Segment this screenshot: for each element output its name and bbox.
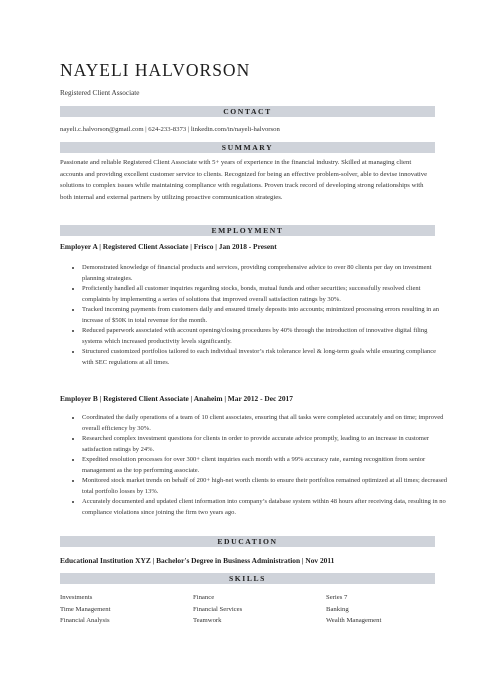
job-bullet: • Proficiently handled all customer inquiries regarding stocks, bonds, mutual funds and other securities; successfully resolved client complaints by implementing a series of solutions that improved overall satisfaction ratings by 30%. bbox=[82, 284, 449, 305]
job-bullet: • Coordinated the daily operations of a team of 10 client associates, ensuring that all tasks were completed accurately and on time; improved overall efficiency by 30%. bbox=[82, 413, 449, 434]
skill-item: Wealth Management bbox=[326, 617, 382, 624]
section-header-summary: SUMMARY bbox=[60, 142, 435, 153]
skills-grid bbox=[60, 592, 435, 627]
candidate-name: NAYELI HALVORSON bbox=[60, 60, 251, 80]
skill-item: Finance bbox=[193, 594, 215, 601]
skill-item: Time Management bbox=[60, 605, 111, 613]
job-heading: Employer A | Registered Client Associate | Frisco | Jan 2018 - Present bbox=[60, 242, 277, 251]
skill-item: Investments bbox=[60, 594, 93, 601]
section-header-skills: SKILLS bbox=[60, 573, 435, 584]
job-bullet: • Accurately documented and updated client information into company’s database system within 48 hours after receiving data, resulting in no compliance violations since joining the firm two years ago. bbox=[82, 497, 449, 518]
job-bullets bbox=[68, 263, 449, 368]
job-bullet: • Tracked incoming payments from customers daily and ensured timely deposits into accounts; minimized processing errors resulting in an increase of $50K in total revenue for the month. bbox=[82, 305, 449, 326]
education-line: Educational Institution XYZ | Bachelor's Degree in Business Administration | Nov 2011 bbox=[60, 556, 335, 565]
job-bullet: • Monitored stock market trends on behalf of 200+ high-net worth clients to ensure their portfolios remained optimized at all times; decreased total portfolio losses by 13%. bbox=[82, 476, 449, 497]
job-bullet: • Researched complex investment questions for clients in order to provide accurate advice promptly, leading to an increase in customer satisfaction ratings by 24%. bbox=[82, 434, 449, 455]
job-bullet: • Demonstrated knowledge of financial products and services, providing comprehensive advice to over 80 clients per day on investment planning strategies. bbox=[82, 263, 449, 284]
section-header-employment: EMPLOYMENT bbox=[60, 225, 435, 236]
summary-text: Passionate and reliable Registered Client Associate with 5+ years of experience in the financial industry. Skilled at managing client accounts and providing excellent customer service to clients. Recognized for being an effective problem-solver, able to devise innovative solutions to complex issues while maintaining compliance with regulations. Proven track record of developing strong relationships with both internal and external partners by utilizing proactive communication strategies. bbox=[60, 159, 428, 201]
contact-line: nayeli.c.halvorson@gmail.com | 624-233-8373 | linkedin.com/in/nayeli-halvorson bbox=[60, 126, 280, 133]
candidate-title: Registered Client Associate bbox=[60, 89, 140, 97]
section-header-contact: CONTACT bbox=[60, 106, 435, 117]
skill-item: Financial Services bbox=[193, 605, 243, 613]
skill-item: Banking bbox=[326, 605, 349, 613]
skill-item: Teamwork bbox=[193, 617, 222, 624]
job-bullet: • Expedited resolution processes for over 300+ client inquiries each month with a 99% accuracy rate, earning recognition from senior management as the top performing associate. bbox=[82, 455, 449, 476]
job-bullet: • Reduced paperwork associated with account opening/closing procedures by 40% through the introduction of innovative digital filing systems which increased productivity levels significantly. bbox=[82, 326, 449, 347]
skill-item: Financial Analysis bbox=[60, 617, 110, 624]
job-heading: Employer B | Registered Client Associate | Anaheim | Mar 2012 - Dec 2017 bbox=[60, 394, 293, 403]
skill-item: Series 7 bbox=[326, 594, 348, 601]
job-bullet: • Structured customized portfolios tailored to each individual investor’s risk tolerance level & long-term goals while ensuring compliance with SEC regulations at all times. bbox=[82, 347, 449, 368]
job-bullets bbox=[68, 413, 449, 518]
section-header-education: EDUCATION bbox=[60, 536, 435, 547]
